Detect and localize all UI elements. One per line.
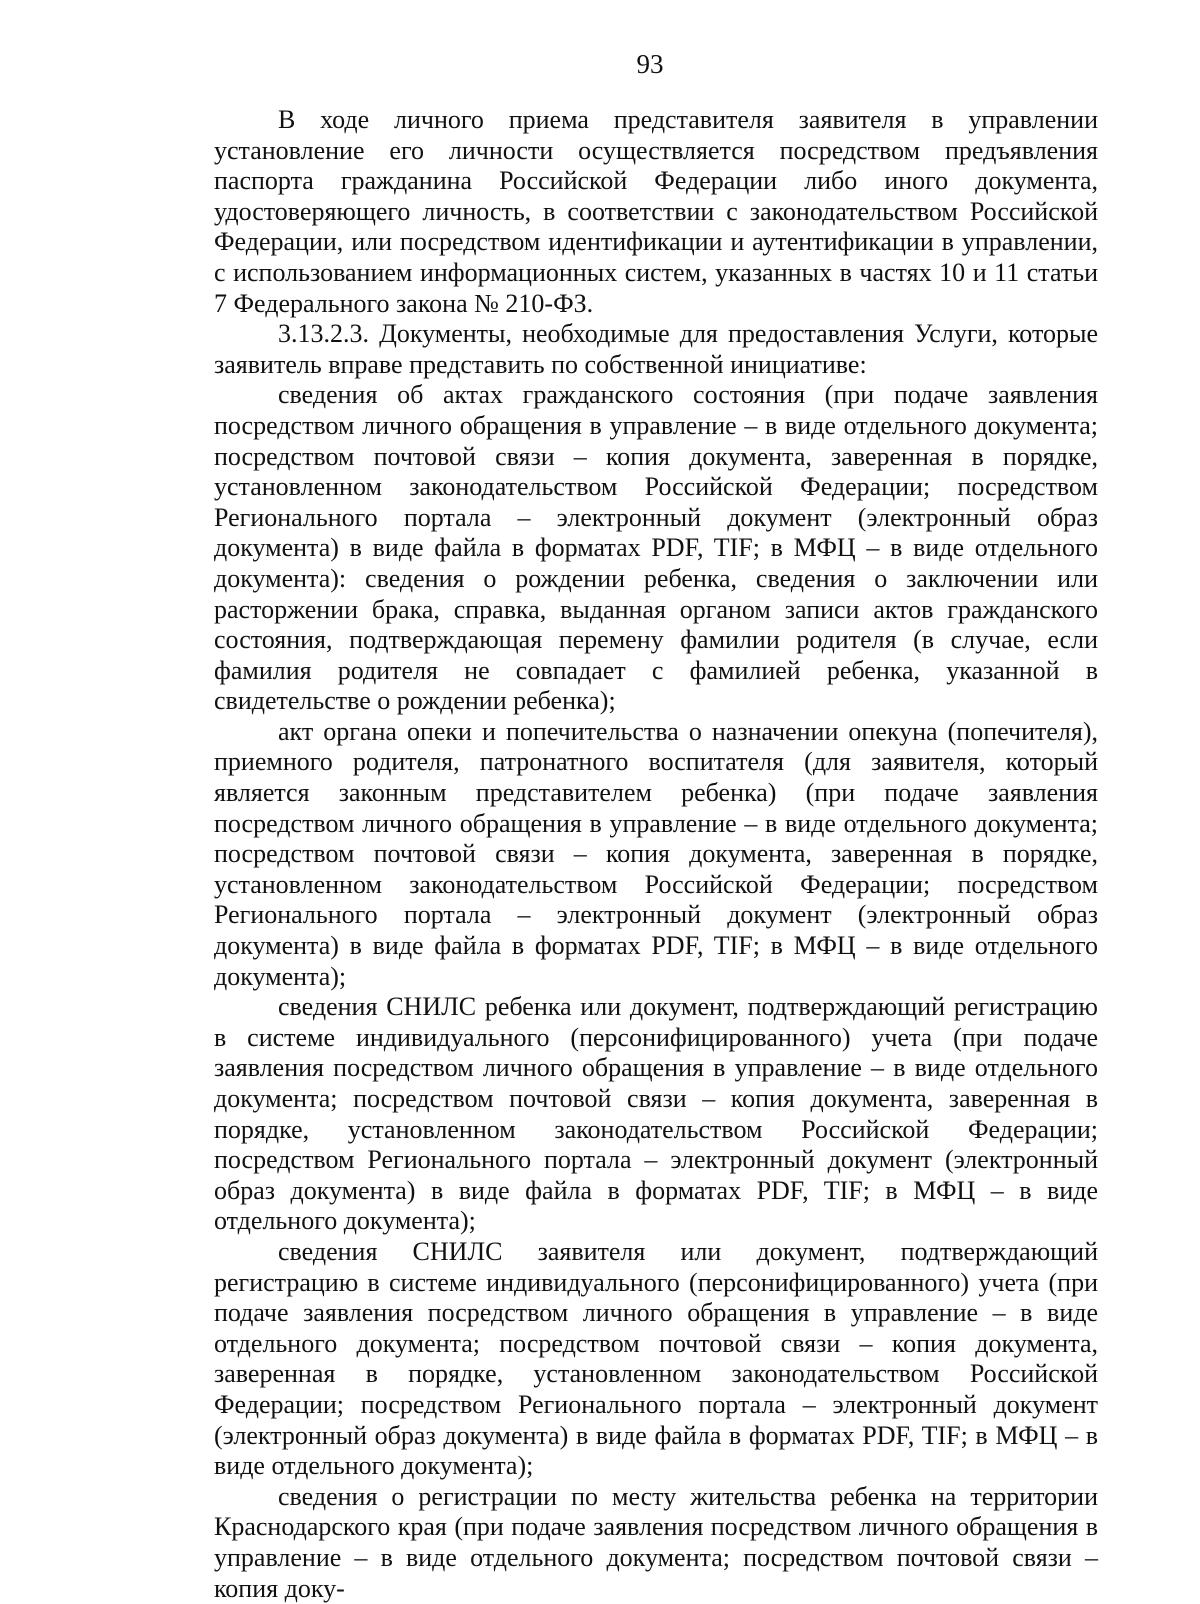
paragraph-identity-verification: В ходе личного приема представителя заявителя в управлении установление его личности осуществляется посредством предъявления паспорта гражданина Российской Федерации либо иного документа, удостоверяющего личность, в соответствии с законодательством Российской Федерации, или посредством идентификации и аутентификации в управлении, с использованием информационных систем, указанных в частях 10 и 11 статьи 7 Федерального закона № 210-ФЗ.	[214, 105, 1098, 318]
paragraph-guardianship-act: акт органа опеки и попечительства о назначении опекуна (попечителя), приемного родителя, патронатного воспитателя (для заявителя, который является законным представителем ребенка) (при подаче заявления посредством личного обращения в управление – в виде отдельного документа; посредством почтовой связи – копия документа, заверенная в порядке, установленном законодательством Российской Федерации; посредством Регионального портала – электронный документ (электронный образ документа) в виде файла в форматах PDF, TIF; в МФЦ – в виде отдельного документа);	[214, 716, 1098, 991]
paragraph-applicant-snils: сведения СНИЛС заявителя или документ, подтверждающий регистрацию в системе индивидуального (персонифицированного) учета (при подаче заявления посредством личного обращения в управление – в виде отдельного документа; посредством почтовой связи – копия документа, заверенная в порядке, установленном законодательством Российской Федерации; посредством Регионального портала – электронный документ (электронный образ документа) в виде файла в форматах PDF, TIF; в МФЦ – в виде отдельного документа);	[214, 1236, 1098, 1481]
paragraph-child-registration: сведения о регистрации по месту жительства ребенка на территории Краснодарского края (при подаче заявления посредством личного обращения в управление – в виде отдельного документа; посредством почтовой связи – копия доку-	[214, 1481, 1098, 1603]
page-number: 93	[636, 49, 664, 79]
paragraph-section-heading: 3.13.2.3. Документы, необходимые для предоставления Услуги, которые заявитель вправе представить по собственной инициативе:	[214, 319, 1098, 379]
paragraph-child-snils: сведения СНИЛС ребенка или документ, подтверждающий регистрацию в системе индивидуального (персонифицированного) учета (при подаче заявления посредством личного обращения в управление – в виде отдельного документа; посредством почтовой связи – копия документа, заверенная в порядке, установленном законодательством Российской Федерации; посредством Регионального портала – электронный документ (электронный образ документа) в виде файла в форматах PDF, TIF; в МФЦ – в виде отдельного документа);	[214, 992, 1098, 1236]
paragraph-civil-status-records: сведения об актах гражданского состояния (при подаче заявления посредством личного обращения в управление – в виде отдельного документа; посредством почтовой связи – копия документа, заверенная в порядке, установленном законодательством Российской Федерации; посредством Регионального портала – электронный документ (электронный образ документа) в виде файла в форматах PDF, TIF; в МФЦ – в виде отдельного документа): сведения о рождении ребенка, сведения о заключении или расторжении брака, справка, выданная органом записи актов гражданского состояния, подтверждающая перемену фамилии родителя (в случае, если фамилия родителя не совпадает с фамилией ребенка, указанной в свидетельстве о рождении ребенка);	[214, 380, 1098, 716]
document-body	[214, 105, 1098, 1604]
